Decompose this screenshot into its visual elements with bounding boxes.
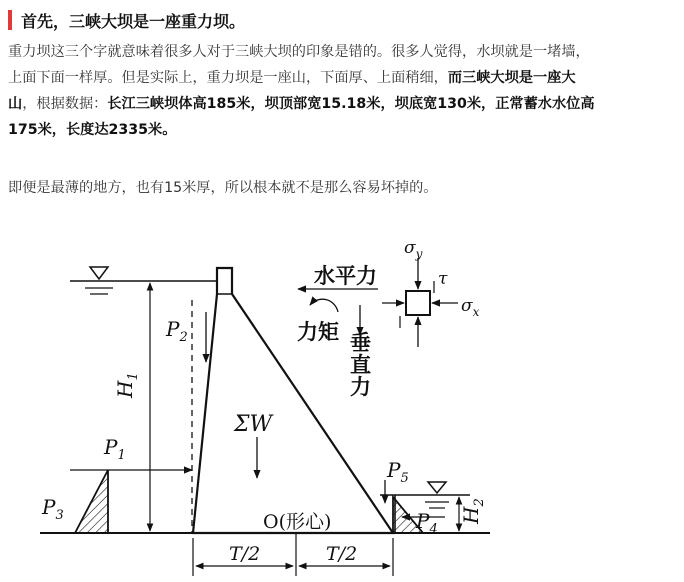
vertical-force-label-2: 直 — [350, 352, 371, 377]
p5-label: $P_5$ — [387, 458, 409, 486]
t2-right-label: T/2 — [326, 543, 358, 565]
bold-run: 而三峡大坝是一座大 — [447, 70, 576, 86]
t2-left-label: T/2 — [229, 543, 261, 565]
horizontal-force-label: 水平力 — [314, 263, 377, 288]
moment-label: 力矩 — [297, 319, 339, 344]
text-run: 上面下面一样厚。但是实际上，重力坝是一座山，下面厚、上面稍细， — [8, 70, 448, 86]
sum-w-label: ΣW — [234, 412, 273, 437]
sigma-x-label: $\sigma_x$ — [461, 296, 480, 319]
heading-text: 首先，三峡大坝是一座重力坝。 — [21, 11, 246, 31]
sigma-y-label: $\sigma_y$ — [404, 238, 423, 261]
p4-label: $P_4$ — [416, 509, 438, 537]
h1-label: $H_1$ — [113, 372, 141, 398]
bold-run: 长江三峡坝体高185米，坝顶部宽15.18米，坝底宽130米，正常蓄水水位高 — [107, 96, 595, 112]
water-level-icon — [90, 267, 108, 279]
p2-label: $P_2$ — [166, 317, 188, 345]
text-run: 重力坝这三个字就意味着很多人对于三峡大坝的印象是错的。很多人觉得，水坝就是一堵墙， — [8, 44, 590, 60]
tau-label: τ — [438, 269, 448, 289]
downstream-level-icon — [428, 482, 446, 493]
p3-label: $P_3$ — [42, 495, 64, 523]
h2-label: $H_2$ — [459, 498, 487, 524]
paragraph-thinnest-point: 即便是最薄的地方，也有15米厚，所以根本就不是那么容易坏掉的。 — [8, 180, 438, 196]
vertical-force-label-3: 力 — [350, 374, 371, 399]
p3-pressure-diagram — [75, 470, 108, 533]
dam-profile — [193, 268, 393, 533]
vertical-force-label-1: 垂 — [350, 330, 371, 355]
bold-run: 175米，长度达2335米。 — [8, 122, 177, 138]
centroid-label: O(形心) — [263, 511, 332, 533]
stress-element — [406, 291, 430, 315]
p1-label: $P_1$ — [104, 435, 126, 463]
text-run: ，根据数据： — [22, 96, 108, 112]
moment-arc — [310, 299, 338, 312]
bold-run: 山 — [8, 96, 23, 112]
